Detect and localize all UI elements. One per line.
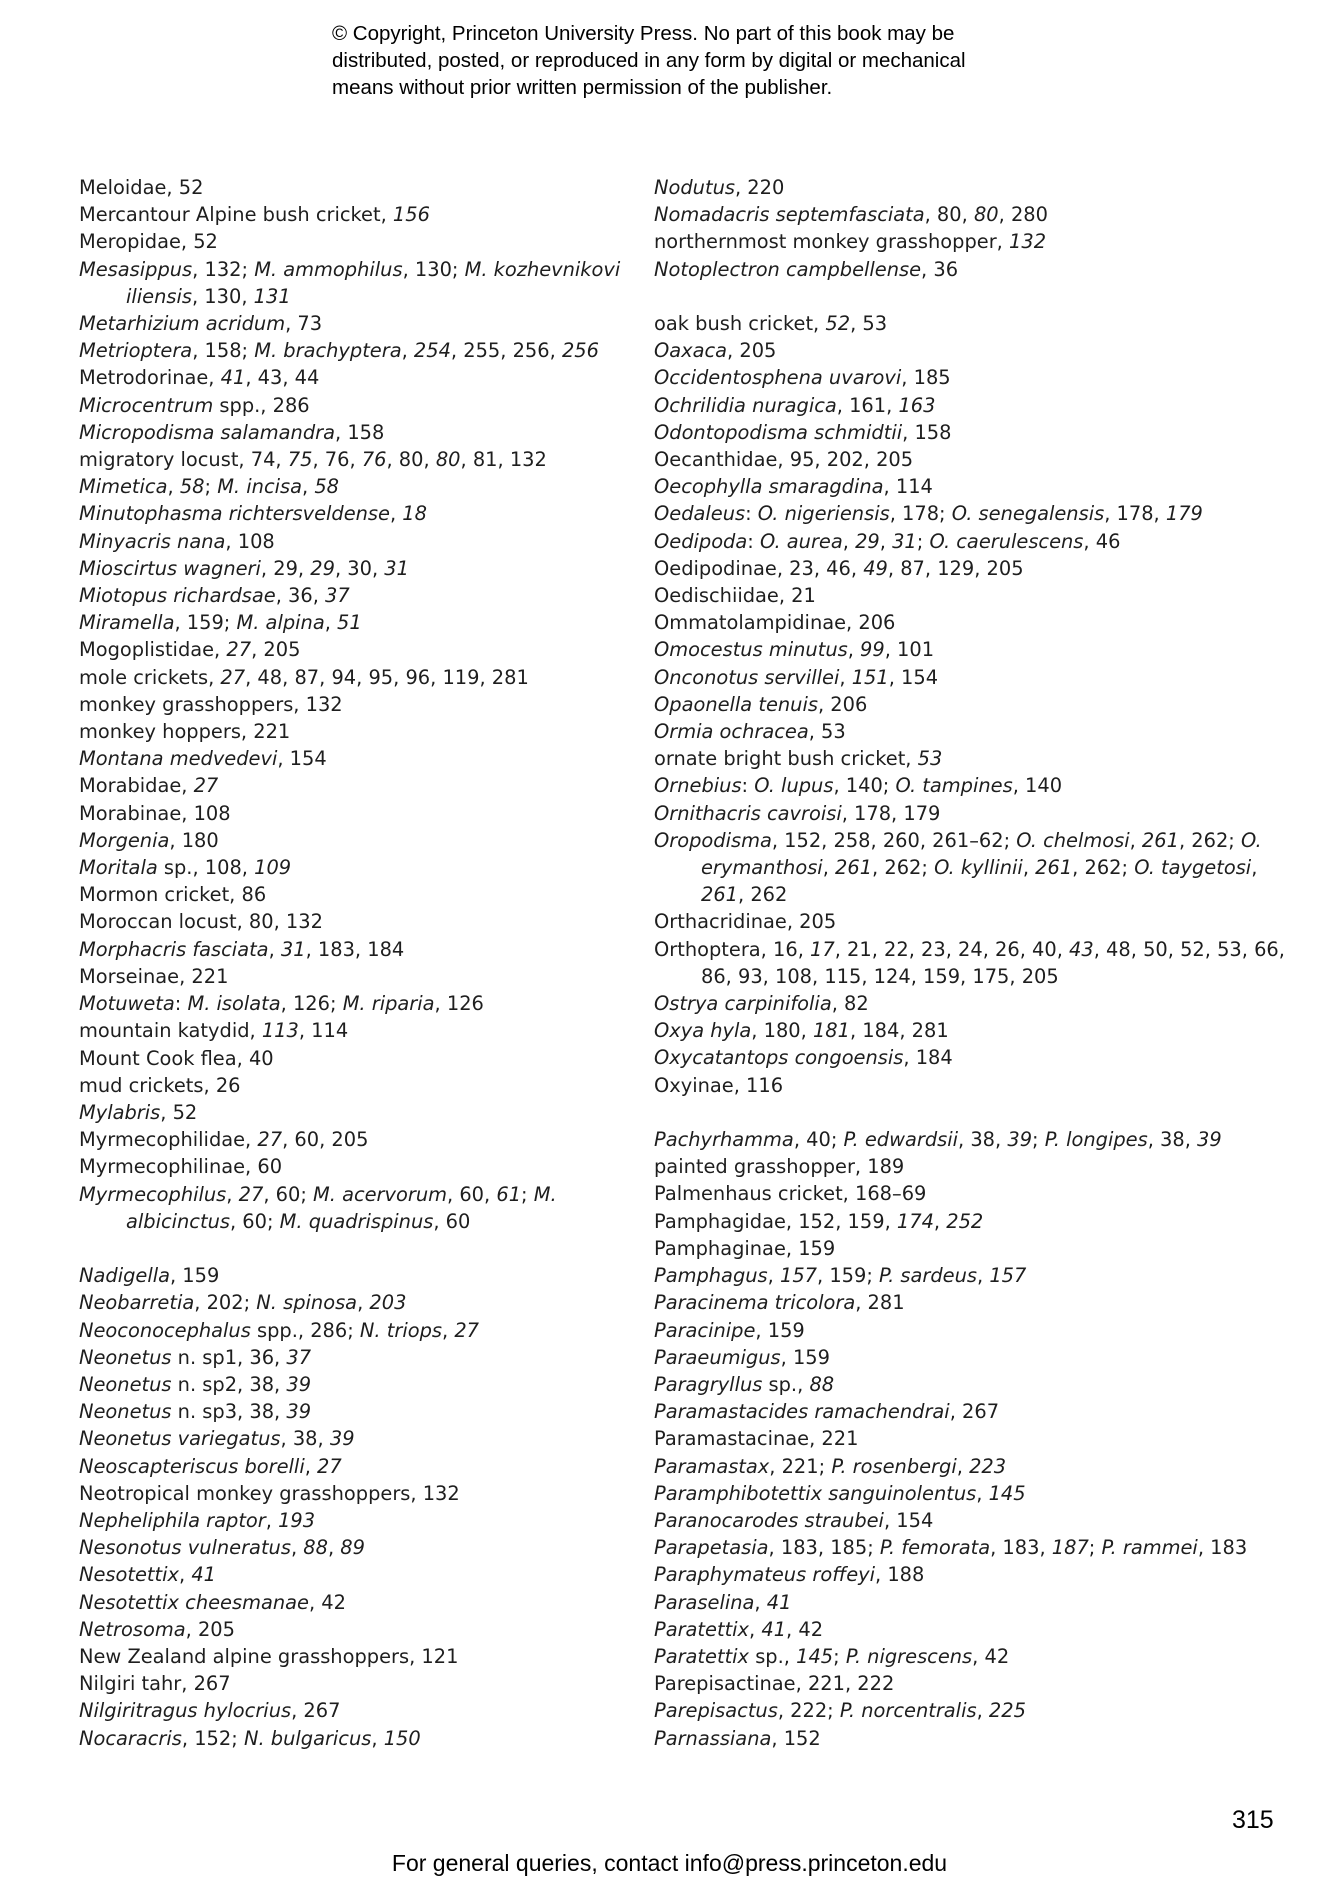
letter-section-gap: [79, 1235, 639, 1262]
index-entry: Moroccan locust, 80, 132: [79, 910, 323, 934]
index-entry: Ornithacris cavroisi, 178, 179: [654, 801, 941, 825]
index-entry: Paraphymateus roffeyi, 188: [654, 1563, 925, 1587]
copyright-line: means without prior written permission of the publisher.: [332, 76, 833, 99]
index-entry: Nesotettix, 41: [79, 1563, 217, 1587]
index-entry: Oedaleus: O. nigeriensis, 178; O. senegalensis, 178, 179: [654, 502, 1203, 526]
index-entry: Neobarretia, 202; N. spinosa, 203: [79, 1291, 407, 1315]
index-entry: Parepisactus, 222; P. norcentralis, 225: [654, 1699, 1026, 1723]
index-entry: Mount Cook flea, 40: [79, 1046, 274, 1070]
index-entry: Oxyinae, 116: [654, 1073, 784, 1097]
index-entry: Ommatolampidinae, 206: [654, 611, 896, 635]
index-entry: Mioscirtus wagneri, 29, 29, 30, 31: [79, 556, 409, 580]
index-entry: Paragryllus sp., 88: [654, 1372, 835, 1396]
index-entry: Nomadacris septemfasciata, 80, 80, 280: [654, 203, 1048, 227]
index-entry: mountain katydid, 113, 114: [79, 1019, 349, 1043]
index-entry: Paramphibotettix sanguinolentus, 145: [654, 1481, 1026, 1505]
index-entry: Paramastax, 221; P. rosenbergi, 223: [654, 1454, 1007, 1478]
copyright-line: distributed, posted, or reproduced in any form by digital or mechanical: [332, 49, 966, 72]
index-entry: Oecophylla smaragdina, 114: [654, 475, 933, 499]
index-entry: Nepheliphila raptor, 193: [79, 1508, 316, 1532]
index-entry: Motuweta: M. isolata, 126; M. riparia, 126: [79, 992, 484, 1016]
index-entry: Paracinema tricolora, 281: [654, 1291, 905, 1315]
index-entry: Miotopus richardsae, 36, 37: [79, 584, 350, 608]
index-entry: Nadigella, 159: [79, 1264, 220, 1288]
index-entry: New Zealand alpine grasshoppers, 121: [79, 1644, 459, 1668]
index-entry: Mercantour Alpine bush cricket, 156: [79, 203, 430, 227]
index-entry: Oropodisma, 152, 258, 260, 261–62; O. chelmosi, 261, 262; O. erymanthosi, 261, 262; O. kyllinii, 261, 262; O. taygetosi, 261, 262: [654, 828, 1262, 907]
index-column-right: [654, 174, 1294, 1752]
index-entry: oak bush cricket, 52, 53: [654, 312, 888, 335]
index-entry: Ostrya carpinifolia, 82: [654, 992, 869, 1016]
footer-contact: For general queries, contact info@press.princeton.edu: [391, 1850, 948, 1876]
index-entry: Parapetasia, 183, 185; P. femorata, 183, 187; P. rammei, 183: [654, 1536, 1248, 1560]
index-entry: Ochrilidia nuragica, 161, 163: [654, 393, 936, 417]
index-entry: Pamphaginae, 159: [654, 1236, 836, 1260]
index-entry: migratory locust, 74, 75, 76, 76, 80, 80, 81, 132: [79, 448, 547, 472]
index-entry: Nesotettix cheesmanae, 42: [79, 1590, 346, 1614]
index-column-left: [79, 174, 639, 1752]
letter-section-gap: [654, 1099, 1294, 1126]
index-entry: Myrmecophilidae, 27, 60, 205: [79, 1128, 369, 1152]
index-entry: Meloidae, 52: [79, 176, 204, 199]
index-entry: Mesasippus, 132; M. ammophilus, 130; M. kozhevnikovi iliensis, 130, 131: [79, 257, 621, 308]
index-entry: Mormon cricket, 86: [79, 883, 267, 907]
index-entry: Myrmecophilinae, 60: [79, 1155, 283, 1179]
index-entry: Minutophasma richtersveldense, 18: [79, 502, 427, 526]
index-entry: Moritala sp., 108, 109: [79, 856, 292, 880]
index-entry: Micropodisma salamandra, 158: [79, 420, 385, 444]
index-entry: Nodutus, 220: [654, 176, 785, 199]
index-entry: Oedischiidae, 21: [654, 584, 816, 608]
copyright-line: © Copyright, Princeton University Press. No part of this book may be: [332, 22, 955, 45]
index-entry: monkey hoppers, 221: [79, 720, 291, 744]
index-entry: Pachyrhamma, 40; P. edwardsii, 38, 39; P. longipes, 38, 39: [654, 1128, 1222, 1152]
page-number: 315: [1232, 1806, 1274, 1834]
index-entry: Netrosoma, 205: [79, 1617, 235, 1641]
index-entry: Nilgiritragus hylocrius, 267: [79, 1699, 341, 1723]
index-entry: Oaxaca, 205: [654, 339, 777, 363]
index-entry: Neonetus n. sp1, 36, 37: [79, 1345, 312, 1369]
index-entry: Oecanthidae, 95, 202, 205: [654, 448, 914, 472]
index-entry: Oxya hyla, 180, 181, 184, 281: [654, 1019, 949, 1043]
index-entry: Neonetus variegatus, 38, 39: [79, 1427, 355, 1451]
index-entry: Morseinae, 221: [79, 964, 229, 988]
index-entry: Ormia ochracea, 53: [654, 720, 846, 744]
index-entry: Nesonotus vulneratus, 88, 89: [79, 1536, 365, 1560]
index-entry: Metrodorinae, 41, 43, 44: [79, 366, 320, 390]
index-entry: mole crickets, 27, 48, 87, 94, 95, 96, 119, 281: [79, 665, 529, 689]
index-entry: Neoconocephalus spp., 286; N. triops, 27: [79, 1318, 480, 1342]
index-entry: Omocestus minutus, 99, 101: [654, 638, 935, 662]
index-entry: Onconotus servillei, 151, 154: [654, 665, 939, 689]
index-entry: Morabinae, 108: [79, 801, 231, 825]
index-entry: Paratettix, 41, 42: [654, 1617, 824, 1641]
index-entry: Myrmecophilus, 27, 60; M. acervorum, 60, 61; M. albicinctus, 60; M. quadrispinus, 60: [79, 1182, 557, 1233]
index-entry: Morphacris fasciata, 31, 183, 184: [79, 937, 405, 961]
index-entry: Notoplectron campbellense, 36: [654, 257, 959, 281]
index-entry: Pamphagus, 157, 159; P. sardeus, 157: [654, 1264, 1027, 1288]
index-entry: Parepisactinae, 221, 222: [654, 1672, 895, 1696]
index-entry: Palmenhaus cricket, 168–69: [654, 1182, 927, 1206]
index-entry: Mylabris, 52: [79, 1100, 198, 1124]
index-entry: Morgenia, 180: [79, 828, 219, 852]
index-entry: Oxycatantops congoensis, 184: [654, 1046, 953, 1070]
index-entry: Neoscapteriscus borelli, 27: [79, 1454, 342, 1478]
index-entry: Paracinipe, 159: [654, 1318, 805, 1342]
index-entry: Neonetus n. sp2, 38, 39: [79, 1372, 312, 1396]
index-entry: Parnassiana, 152: [654, 1726, 821, 1750]
index-entry: Paraeumigus, 159: [654, 1345, 830, 1369]
index-entry: monkey grasshoppers, 132: [79, 692, 343, 716]
index-entry: Orthoptera, 16, 17, 21, 22, 23, 24, 26, 40, 43, 48, 50, 52, 53, 66, 86, 93, 108, 115, 124, 159, 175, 205: [654, 937, 1285, 988]
index-entry: Microcentrum spp., 286: [79, 393, 310, 417]
index-entry: Oedipoda: O. aurea, 29, 31; O. caerulescens, 46: [654, 529, 1121, 553]
index-entry: mud crickets, 26: [79, 1073, 241, 1097]
index-entry: Paramastacinae, 221: [654, 1427, 859, 1451]
index-entry: Minyacris nana, 108: [79, 529, 275, 553]
index-entry: Pamphagidae, 152, 159, 174, 252: [654, 1209, 984, 1233]
copyright-notice: [332, 20, 1092, 101]
index-entry: Mogoplistidae, 27, 205: [79, 638, 301, 662]
index-entry: Odontopodisma schmidtii, 158: [654, 420, 952, 444]
index-entry: Orthacridinae, 205: [654, 910, 837, 934]
index-entry: Occidentosphena uvarovi, 185: [654, 366, 951, 390]
index-entry: Morabidae, 27: [79, 774, 219, 798]
index-entry: Metrioptera, 158; M. brachyptera, 254, 255, 256, 256: [79, 339, 599, 363]
index-entry: Montana medvedevi, 154: [79, 747, 327, 771]
index-entry: Meropidae, 52: [79, 230, 218, 254]
index-entry: northernmost monkey grasshopper, 132: [654, 230, 1047, 254]
index-entry: Neonetus n. sp3, 38, 39: [79, 1400, 312, 1424]
index-entry: Opaonella tenuis, 206: [654, 692, 868, 716]
index-entry: Paranocarodes straubei, 154: [654, 1508, 934, 1532]
index-entry: Paratettix sp., 145; P. nigrescens, 42: [654, 1644, 1010, 1668]
index-entry: Paramastacides ramachendrai, 267: [654, 1400, 1000, 1424]
index-entry: painted grasshopper, 189: [654, 1155, 905, 1179]
letter-section-gap: [654, 283, 1294, 310]
index-entry: Miramella, 159; M. alpina, 51: [79, 611, 362, 635]
index-entry: Mimetica, 58; M. incisa, 58: [79, 475, 339, 499]
index-entry: Oedipodinae, 23, 46, 49, 87, 129, 205: [654, 556, 1024, 580]
index-entry: Metarhizium acridum, 73: [79, 312, 323, 336]
index-entry: ornate bright bush cricket, 53: [654, 747, 943, 771]
index-entry: Neotropical monkey grasshoppers, 132: [79, 1481, 460, 1505]
index-entry: Nocaracris, 152; N. bulgaricus, 150: [79, 1726, 421, 1750]
index-entry: Nilgiri tahr, 267: [79, 1672, 231, 1696]
index-entry: Ornebius: O. lupus, 140; O. tampines, 140: [654, 774, 1063, 798]
index-entry: Paraselina, 41: [654, 1590, 792, 1614]
